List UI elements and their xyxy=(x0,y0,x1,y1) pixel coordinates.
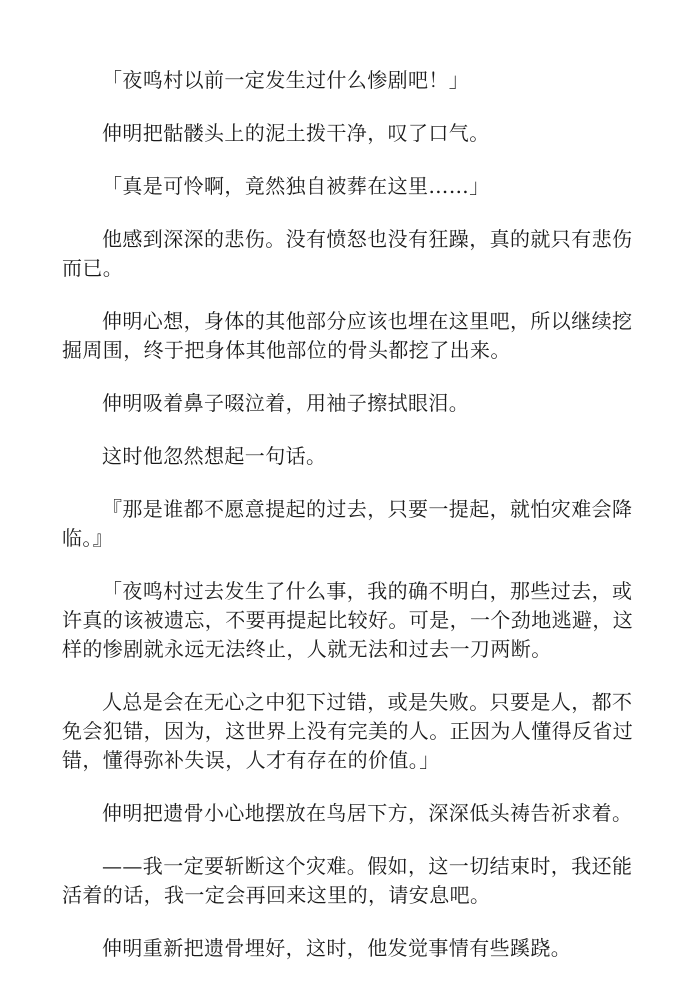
paragraph-4: 他感到深深的悲伤。没有愤怒也没有狂躁，真的就只有悲伤而已。 xyxy=(62,227,633,280)
paragraph-5: 伸明心想，身体的其他部分应该也埋在这里吧，所以继续挖掘周围，终于把身体其他部位的骨头都挖了出来。 xyxy=(62,309,633,362)
paragraph-8: 『那是谁都不愿意提起的过去，只要一提起，就怕灾难会降临。』 xyxy=(62,497,633,550)
paragraph-10: 人总是会在无心之中犯下过错，或是失败。只要是人，都不免会犯错，因为，这世界上没有完美的人。正因为人懂得反省过错，懂得弥补失误，人才有存在的价值。」 xyxy=(62,690,634,772)
text-column xyxy=(62,66,644,987)
paragraph-12: ——我一定要斩断这个灾难。假如，这一切结束时，我还能活着的话，我一定会再回来这里的，请安息吧。 xyxy=(62,854,633,907)
paragraph-13: 伸明重新把遗骨埋好，这时，他发觉事情有些蹊跷。 xyxy=(102,936,572,960)
paragraph-6: 伸明吸着鼻子啜泣着，用袖子擦拭眼泪。 xyxy=(102,391,470,415)
paragraph-7: 这时他忽然想起一句话。 xyxy=(102,444,327,468)
paragraph-11: 伸明把遗骨小心地摆放在鸟居下方，深深低头祷告祈求着。 xyxy=(102,801,633,825)
paragraph-2: 伸明把骷髅头上的泥土拨干净，叹了口气。 xyxy=(102,121,490,145)
paragraph-3: 「真是可怜啊，竟然独自被葬在这里……」 xyxy=(102,174,490,198)
paragraph-9: 「夜鸣村过去发生了什么事，我的确不明白，那些过去，或许真的该被遗忘，不要再提起比较好。可是，一个劲地逃避，这样的惨剧就永远无法终止，人就无法和过去一刀两断。 xyxy=(62,579,634,661)
paragraph-1: 「夜鸣村以前一定发生过什么惨剧吧！」 xyxy=(102,68,470,92)
